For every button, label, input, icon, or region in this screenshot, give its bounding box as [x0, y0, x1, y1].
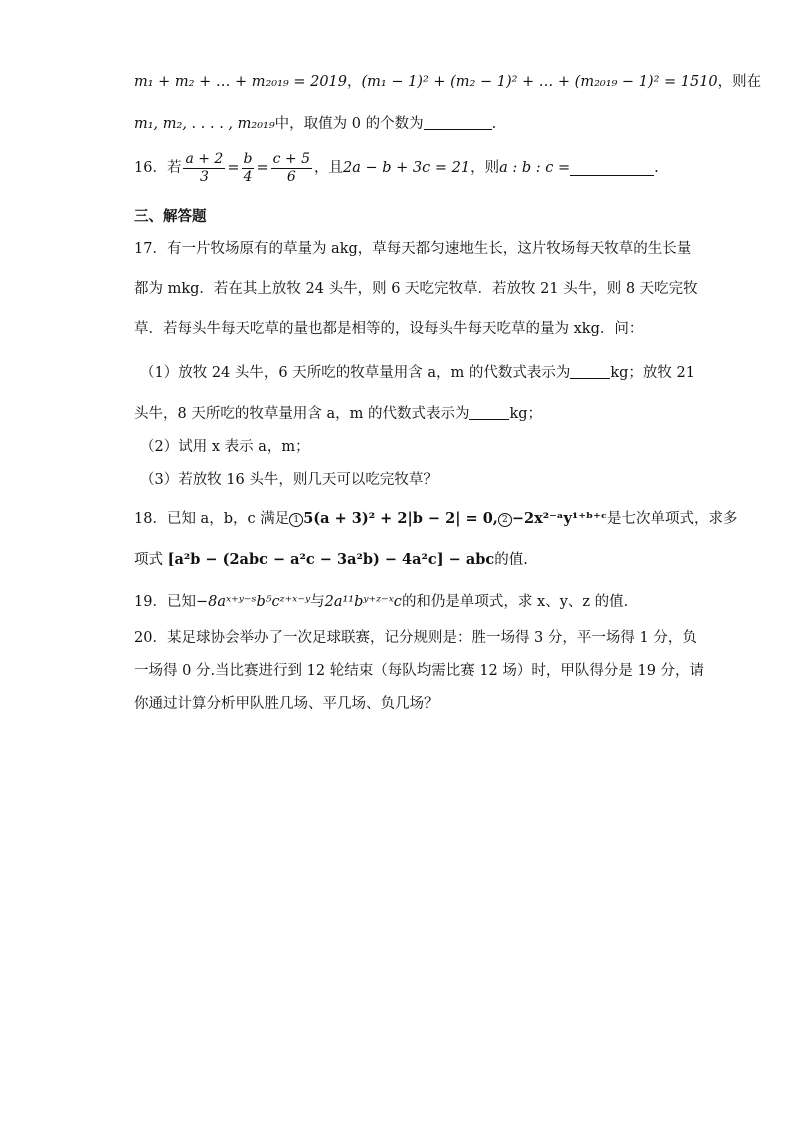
q18-polynomial: [a²b − (2abc − a²c − 3a²b) − 4a²c] − abc: [167, 551, 495, 568]
q15-sum-expr: m₁ + m₂ + … + m₂₀₁₉ = 2019: [134, 74, 347, 90]
q16-ratio: a : b : c =: [499, 160, 571, 176]
q15-answer-blank[interactable]: [424, 115, 492, 130]
q16-line: 16．若 $\frac{a + 2}{3}$ = $\frac{b}{4}$ = $\frac{c + 5}{6}$ ，且 2a − b + 3c = 21 ，则 a : b : c = .: [134, 150, 659, 185]
q16-number: 16．若: [134, 160, 182, 176]
section-title: 三、解答题: [134, 209, 207, 225]
q16-end: .: [654, 160, 659, 176]
q15-sep: ，: [347, 74, 362, 90]
q17-part2: （2）试用 x 表示 a，m；: [140, 439, 310, 455]
q17-blank-1[interactable]: [570, 364, 610, 379]
q17-blank-2[interactable]: [469, 405, 509, 420]
q15-square-expr: (m₁ − 1)² + (m₂ − 1)² + … + (m₂₀₁₉ − 1)² = 1510: [361, 74, 718, 90]
circled-1-icon: 1: [289, 513, 303, 527]
q15-line2: [134, 114, 496, 134]
q15-line1: [134, 72, 761, 92]
q18-condition-1: 5(a + 3)² + 2|b − 2| = 0,: [303, 510, 498, 527]
q19-line: 19．已知−8aˣ⁺ʸ⁻ˢb⁵cᶻ⁺ˣ⁻ʸ与2a¹¹bʸ⁺ᶻ⁻ˣc的和仍是单项式，求 x、y、z 的值.: [134, 594, 629, 610]
q16-mid: ，且: [314, 160, 344, 176]
q16-fraction-c: $\frac{c + 5}{6}$: [272, 150, 311, 185]
q15-text: 中，取值为 0 的个数为: [274, 116, 424, 132]
q18-condition-2: −2x²⁻ᵃy¹⁺ᵇ⁺ᶜ: [511, 510, 608, 527]
q17-part1-line2: 头牛，8 天所吃的牧草量用含 a，m 的代数式表示为 kg；: [134, 406, 543, 422]
q15-end: .: [491, 116, 497, 132]
q16-condition: 2a − b + 3c = 21: [343, 160, 471, 176]
q17-line3: 草．若每头牛每天吃草的量也都是相等的，设每头牛每天吃草的量为 xkg．问：: [134, 321, 644, 337]
q20-line3: 你通过计算分析甲队胜几场、平几场、负几场？: [134, 696, 439, 712]
circled-2-icon: 2: [498, 513, 512, 527]
q18-line1: 18．已知 a，b，c 满足 1 5(a + 3)² + 2|b − 2| = 0, 2 −2x²⁻ᵃy¹⁺ᵇ⁺ᶜ是七次单项式，求多: [134, 510, 738, 527]
q16-fraction-b: $\frac{b}{4}$: [243, 150, 253, 185]
q18-line2: 项式 [a²b − (2abc − a²c − 3a²b) − 4a²c] − abc的值.: [134, 551, 528, 568]
q20-line2: 一场得 0 分.当比赛进行到 12 轮结束（每队均需比赛 12 场）时，甲队得分是 19 分，请: [134, 663, 705, 679]
q16-ask: ，则: [470, 160, 500, 176]
q16-fraction-a: $\frac{a + 2}{3}$: [185, 150, 224, 185]
q17-line1: 17．有一片牧场原有的草量为 akg，草每天都匀速地生长，这片牧场每天牧草的生长量: [134, 241, 692, 257]
q19-term-2: 2a¹¹bʸ⁺ᶻ⁻ˣc: [324, 594, 402, 610]
q17-line2: 都为 mkg．若在其上放牧 24 头牛，则 6 天吃完牧草．若放牧 21 头牛，则 8 天吃完牧: [134, 281, 698, 297]
q15-tail: ，则在: [717, 74, 762, 90]
q17-part3: （3）若放牧 16 头牛，则几天可以吃完牧草？: [140, 472, 438, 488]
q15-vars: m₁, m₂, . . . . , m₂₀₁₉: [134, 116, 275, 132]
q19-term-1: −8aˣ⁺ʸ⁻ˢb⁵cᶻ⁺ˣ⁻ʸ: [195, 594, 311, 610]
q20-line1: 20．某足球协会举办了一次足球联赛，记分规则是：胜一场得 3 分，平一场得 1 分，负: [134, 630, 697, 646]
q17-part1-line1: （1）放牧 24 头牛，6 天所吃的牧草量用含 a，m 的代数式表示为 kg；放牧 21: [140, 365, 695, 381]
q16-answer-blank[interactable]: [570, 161, 654, 176]
